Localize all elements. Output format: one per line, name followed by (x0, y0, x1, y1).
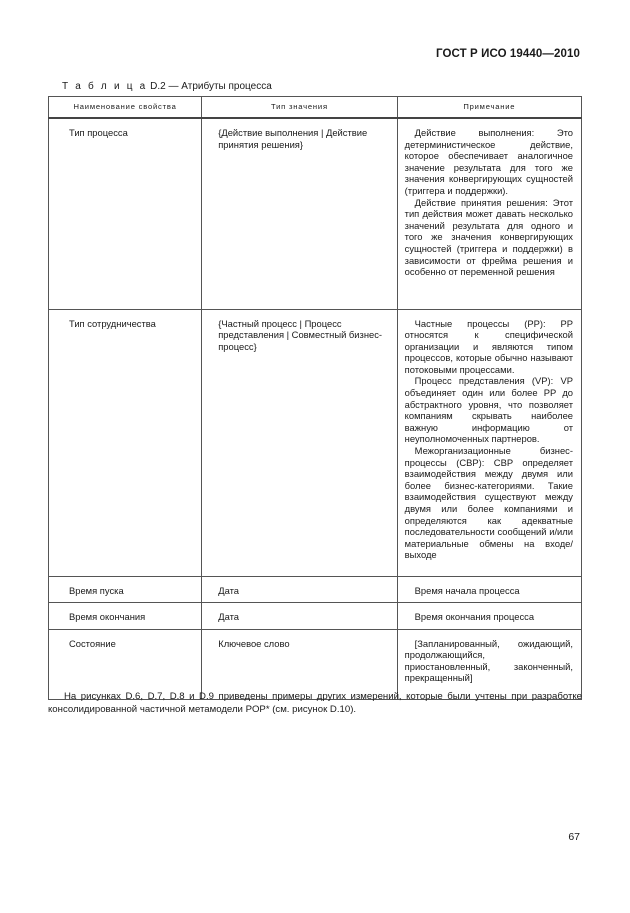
property-name: Время окончания (49, 603, 202, 630)
note-paragraph: Частные процессы (PP): PP относятся к специфической организации и являются типом процессов, которые обычно называют потоковыми процессами. (404, 317, 573, 375)
table-caption-title: D.2 — Атрибуты процесса (150, 81, 272, 92)
note-cell (397, 629, 581, 699)
value-type: Дата (202, 603, 397, 630)
value-type: {Действие выполнения | Действие принятия решения} (202, 118, 397, 309)
table-row (49, 118, 582, 309)
value-type: Ключевое слово (202, 629, 397, 699)
body-paragraph: На рисунках D.6, D.7, D.8 и D.9 приведены примеры других измерений, которые были учтены при разработке консолидированной частичной метамодели POP* (см. рисунок D.10). (48, 691, 582, 715)
table-row (49, 603, 582, 630)
note-cell (397, 118, 581, 309)
column-header-value-type: Тип значения (202, 97, 397, 119)
value-type: {Частный процесс | Процесс представления | Совместный бизнес-процесс} (202, 309, 397, 576)
column-header-property: Наименование свойства (49, 97, 202, 119)
document-header: ГОСТ Р ИСО 19440—2010 (435, 48, 580, 60)
property-name: Тип процесса (49, 118, 202, 309)
table-row (49, 309, 582, 576)
note-paragraph: Время начала процесса (414, 584, 520, 596)
note-paragraph: Процесс представления (VP): VP объединяет один или более PP до абстрактного уровня, что позволяет компаниям скрывать наиболее важную информацию от неуполномоченных партнеров. (404, 375, 573, 445)
process-attributes-table (48, 96, 582, 700)
note-paragraph: Действие выполнения: Это детерминистическое действие, которое обеспечивает аналогичное значение результата для того же значения конвергирующих сущностей (триггера и поддержки). (404, 127, 573, 196)
note-cell (397, 309, 581, 576)
table-row (49, 629, 582, 699)
note-paragraph: Межорганизационные бизнес-процессы (CBP): CBP определяет взаимодействия между двумя или более бизнес-категориями. Такие взаимодействия существуют между двумя или более компаниями и определяются как адекватные последовательности сообщений и/или материальные обмены на входе/выходе (404, 445, 573, 561)
table-header-row (49, 97, 582, 119)
note-cell (397, 576, 581, 603)
note-paragraph: [Запланированный, ожидающий, продолжающийся, приостановленный, законченный, прекращенный] (404, 637, 573, 684)
note-cell (397, 603, 581, 630)
page-number: 67 (568, 831, 580, 843)
table-caption (62, 81, 272, 92)
property-name: Тип сотрудничества (49, 309, 202, 576)
table-caption-label: Т а б л и ц а (62, 81, 148, 92)
property-name: Время пуска (49, 576, 202, 603)
property-name: Состояние (49, 629, 202, 699)
note-paragraph: Время окончания процесса (414, 611, 535, 623)
value-type: Дата (202, 576, 397, 603)
table-row (49, 576, 582, 603)
note-paragraph: Действие принятия решения: Этот тип действия может давать несколько значений результата для одного и того же значения конвергирующих сущностей (триггера и поддержки) в зависимости от фрейма решения и особенно от переменной решения (404, 196, 573, 278)
column-header-note: Примечание (397, 97, 581, 119)
